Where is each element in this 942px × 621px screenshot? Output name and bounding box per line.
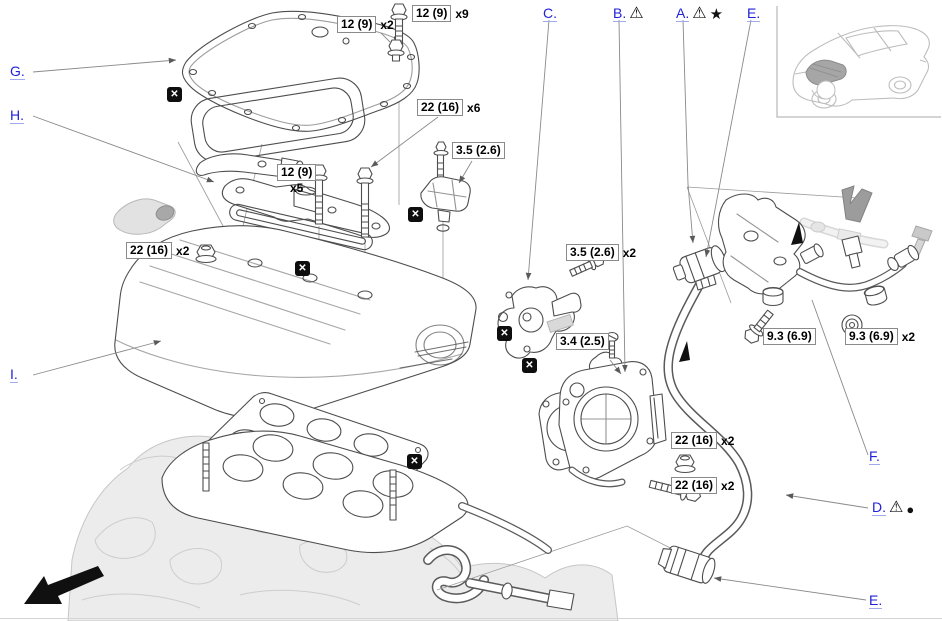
vehicle-inset [777,6,941,117]
torque-value: 3.5 (2.6) [566,244,619,261]
part-label-text: I. [10,366,18,382]
part-label-G[interactable] [10,64,25,80]
nut-22-16 [675,455,695,473]
part-label-B[interactable] [613,6,644,22]
fuel-feed-hose [657,262,748,586]
torque-value: 12 (9) [277,164,316,181]
torque-multiplier: x2 [622,245,637,260]
part-label-text: F. [869,448,880,464]
torque-value: 3.4 (2.5) [556,333,609,350]
torque-multiplier: x5 [290,181,304,195]
torque-value: 22 (16) [671,432,717,449]
part-label-F[interactable] [869,449,880,465]
star-icon: ★ [709,6,724,23]
torque-multiplier: x2 [901,329,916,344]
torque-value: 22 (16) [417,99,463,116]
part-label-text: H. [10,107,24,123]
map-sensor [421,177,470,231]
torque-callout-1 [412,5,469,22]
do-not-reuse-icon: ✕ [522,358,537,373]
torque-value: 22 (16) [126,242,172,259]
warning-icon: ⚠ [629,5,644,22]
gray-hose [114,199,176,234]
warning-icon: ⚠ [889,499,904,516]
part-label-C[interactable] [543,6,557,22]
torque-callout-10 [763,328,816,345]
nut-22-16-left [196,245,216,263]
do-not-reuse-icon: ✕ [408,207,423,222]
torque-multiplier: x2 [176,243,190,258]
part-label-text: B. [613,5,627,22]
torque-callout-3 [452,142,505,159]
torque-value: 12 (9) [337,16,376,33]
part-label-text: A. [676,5,690,22]
part-label-text: G. [10,63,25,79]
do-not-reuse-icon: ✕ [497,326,512,341]
torque-callout-2 [417,99,480,116]
torque-value: 12 (9) [412,5,451,22]
part-label-text: D. [872,499,886,516]
do-not-reuse-icon: ✕ [407,454,422,469]
torque-multiplier: x6 [467,100,481,115]
warning-icon: ⚠ [692,5,707,22]
torque-multiplier: x2 [721,433,735,448]
fuel-pipe-bracket [719,186,932,346]
part-label-text: E. [747,5,761,21]
torque-callout-9 [671,477,734,494]
torque-multiplier: x2 [380,17,394,32]
torque-callout-0 [337,16,394,33]
part-label-H[interactable] [10,108,24,124]
do-not-reuse-icon: ✕ [295,261,310,276]
torque-callout-6 [566,244,636,261]
part-label-D[interactable] [872,500,914,516]
torque-callout-8 [671,432,734,449]
do-not-reuse-icon: ✕ [167,87,182,102]
torque-value: 9.3 (6.9) [763,328,816,345]
dot-icon: ● [906,502,915,517]
torque-callout-4 [277,164,316,195]
vehicle-engine-highlight [806,60,846,99]
torque-value: 22 (16) [671,477,717,494]
bolt-3-5 [434,142,448,181]
torque-callout-5 [126,242,189,259]
torque-callout-11 [845,328,915,345]
part-label-text: C. [543,5,557,21]
fr-label: FR. [64,567,92,592]
torque-multiplier: x9 [455,6,469,21]
torque-value: 9.3 (6.9) [845,328,898,345]
torque-value: 3.5 (2.6) [452,142,505,159]
part-label-text: E. [869,592,883,608]
part-label-E2[interactable] [869,593,882,609]
part-label-A[interactable] [676,6,723,22]
torque-callout-7 [556,333,609,350]
part-label-E1[interactable] [747,6,760,22]
grommet-left [763,288,783,306]
part-label-I[interactable] [10,367,18,383]
torque-multiplier: x2 [721,478,735,493]
